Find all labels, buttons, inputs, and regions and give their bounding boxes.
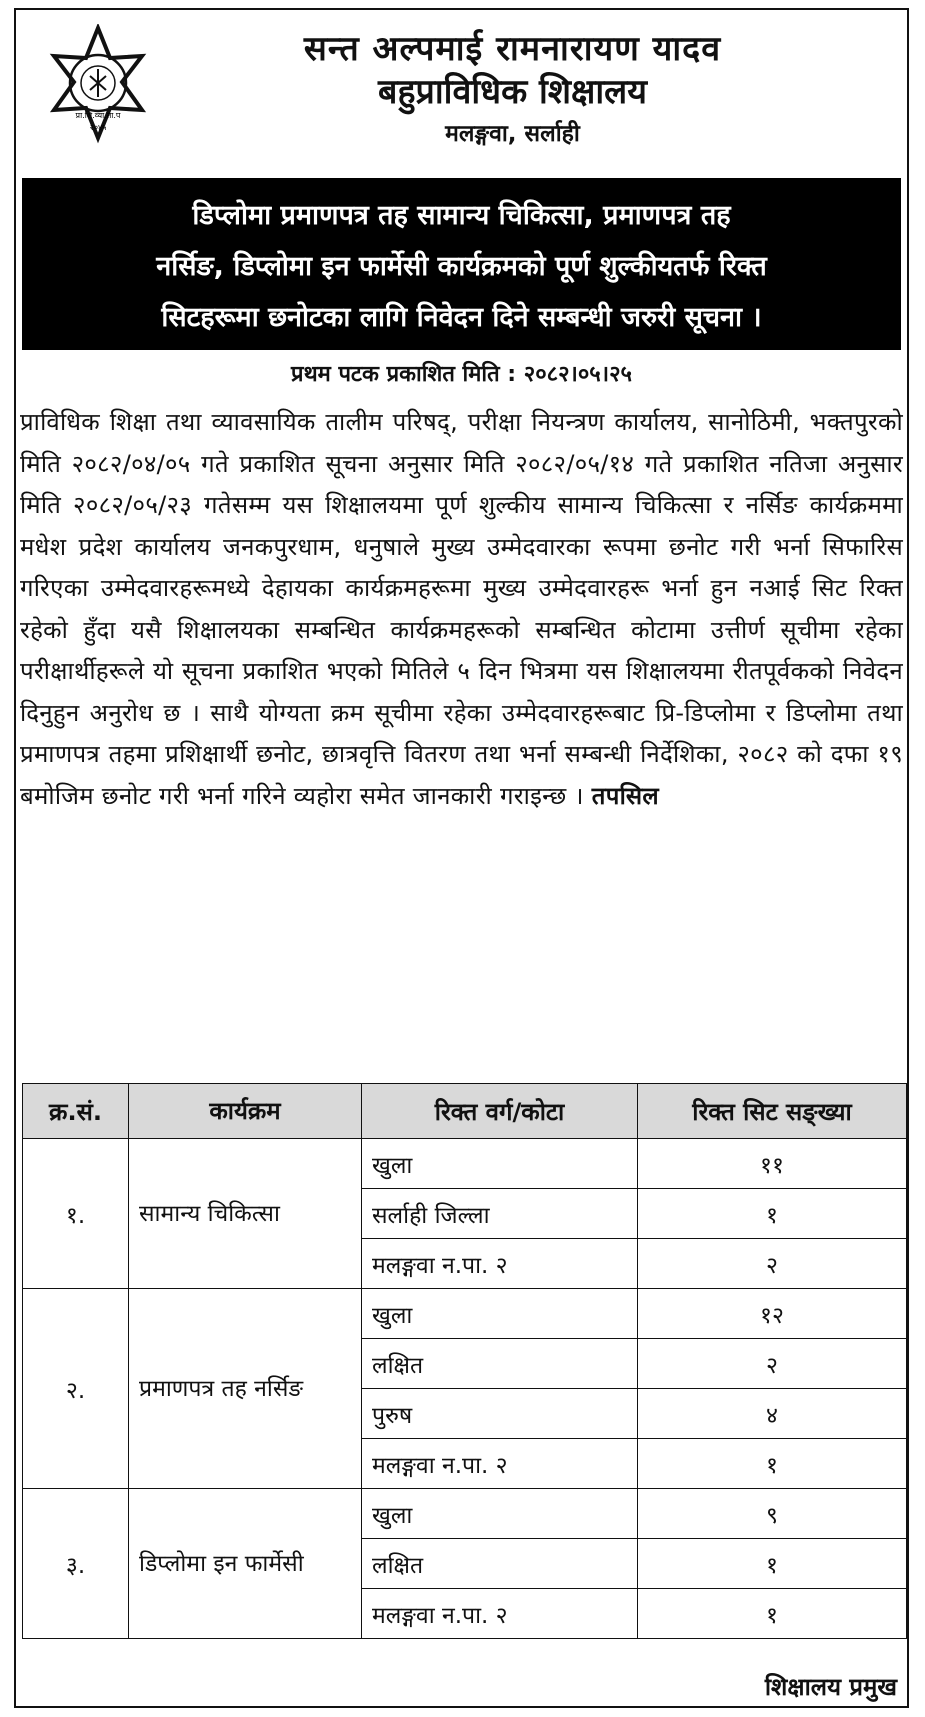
emblem-year: २०४५ <box>89 123 107 132</box>
count-cell: १ <box>638 1539 907 1589</box>
col-header-serial: क्र.सं. <box>23 1084 129 1139</box>
signature-title: शिक्षालय प्रमुख <box>764 1673 897 1701</box>
program-cell: डिप्लोमा इन फार्मेसी <box>129 1489 362 1639</box>
count-cell: २ <box>638 1339 907 1389</box>
emblem-text: प्रा.शि.व्या.ता.प <box>75 111 121 120</box>
count-cell: १२ <box>638 1289 907 1339</box>
table-row <box>23 1489 907 1539</box>
quota-cell: खुला <box>362 1139 638 1189</box>
table-row <box>23 1289 907 1339</box>
quota-cell: खुला <box>362 1489 638 1539</box>
notice-body <box>20 402 903 817</box>
notice-body-closing: तपसिल <box>591 781 659 810</box>
vacant-seats-table <box>22 1083 907 1639</box>
notice-title-line: सिटहरूमा छनोटका लागि निवेदन दिने सम्बन्धी जरुरी सूचना । <box>161 302 762 333</box>
col-header-quota: रिक्त वर्ग/कोटा <box>362 1084 638 1139</box>
notice-title-line: नर्सिङ, डिप्लोमा इन फार्मेसी कार्यक्रमको पूर्ण शुल्कीयतर्फ रिक्त <box>156 251 767 282</box>
emblem-gear-shape <box>90 69 106 97</box>
notice-title-line: डिप्लोमा प्रमाणपत्र तह सामान्य चिकित्सा, प्रमाणपत्र तह <box>192 200 731 231</box>
count-cell: १ <box>638 1439 907 1489</box>
quota-cell: लक्षित <box>362 1539 638 1589</box>
serial-cell: ३. <box>23 1489 129 1639</box>
count-cell: १ <box>638 1589 907 1639</box>
table-row <box>23 1139 907 1189</box>
quota-cell: मलङ्गवा न.पा. २ <box>362 1239 638 1289</box>
col-header-program: कार्यक्रम <box>129 1084 362 1139</box>
quota-cell: मलङ्गवा न.पा. २ <box>362 1589 638 1639</box>
serial-cell: १. <box>23 1139 129 1289</box>
program-cell: प्रमाणपत्र तह नर्सिङ <box>129 1289 362 1489</box>
publication-date: प्रथम पटक प्रकाशित मिति : २०८२।०५।२५ <box>291 362 632 387</box>
count-cell: ४ <box>638 1389 907 1439</box>
serial-cell: २. <box>23 1289 129 1489</box>
count-cell: ९ <box>638 1489 907 1539</box>
notice-title-banner <box>22 178 901 350</box>
org-name-line1: सन्त अल्पमाई रामनारायण यादव <box>303 29 722 69</box>
org-name-line2: बहुप्राविधिक शिक्षालय <box>378 72 647 112</box>
org-location: मलङ्गवा, सर्लाही <box>445 121 580 147</box>
header <box>136 28 889 150</box>
quota-cell: खुला <box>362 1289 638 1339</box>
count-cell: २ <box>638 1239 907 1289</box>
count-cell: ११ <box>638 1139 907 1189</box>
quota-cell: मलङ्गवा न.पा. २ <box>362 1439 638 1489</box>
notice-body-text: प्राविधिक शिक्षा तथा व्यावसायिक तालीम परिषद्, परीक्षा नियन्त्रण कार्यालय, सानोठिमी, भक्तपुरको मिति २०८२/०४/०५ गते प्रकाशित सूचना अनुसार मिति २०८२/०५/१४ गते प्रकाशित नतिजा अनुसार मिति २०८२/०५/२३ गतेसम्म यस शिक्षालयमा पूर्ण शुल्कीय सामान्य चिकित्सा र नर्सिङ कार्यक्रममा मधेश प्रदेश कार्यालय जनकपुरधाम, धनुषाले मुख्य उम्मेदवारका रूपमा छनोट गरी भर्ना सिफारिस गरिएका उम्मेदवारहरूमध्ये देहायका कार्यक्रमहरूमा मुख्य उम्मेदवारहरू भर्ना हुन नआई सिट रिक्त रहेको हुँदा यसै शिक्षालयका सम्बन्धित कार्यक्रमहरूको सम्बन्धित कोटामा उत्तीर्ण सूचीमा रहेका परीक्षार्थीहरूले यो सूचना प्रकाशित भएको मितिले ५ दिन भित्रमा यस शिक्षालयमा रीतपूर्वकको निवेदन दिनुहुन अनुरोध छ । साथै योग्यता क्रम सूचीमा रहेका उम्मेदवारहरूबाट प्रि-डिप्लोमा र डिप्लोमा तथा प्रमाणपत्र तहमा प्रशिक्षार्थी छनोट, छात्रवृत्ति वितरण तथा भर्ना सम्बन्धी निर्देशिका, २०८२ को दफा १९ बमोजिम छनोट गरी भर्ना गरिने व्यहोरा समेत जानकारी गराइन्छ । <box>20 408 903 810</box>
notice-frame <box>14 8 909 1708</box>
quota-cell: लक्षित <box>362 1339 638 1389</box>
count-cell: १ <box>638 1189 907 1239</box>
table-header-row <box>23 1084 907 1139</box>
quota-cell: पुरुष <box>362 1389 638 1439</box>
program-cell: सामान्य चिकित्सा <box>129 1139 362 1289</box>
col-header-count: रिक्त सिट सङ्ख्या <box>638 1084 907 1139</box>
quota-cell: सर्लाही जिल्ला <box>362 1189 638 1239</box>
